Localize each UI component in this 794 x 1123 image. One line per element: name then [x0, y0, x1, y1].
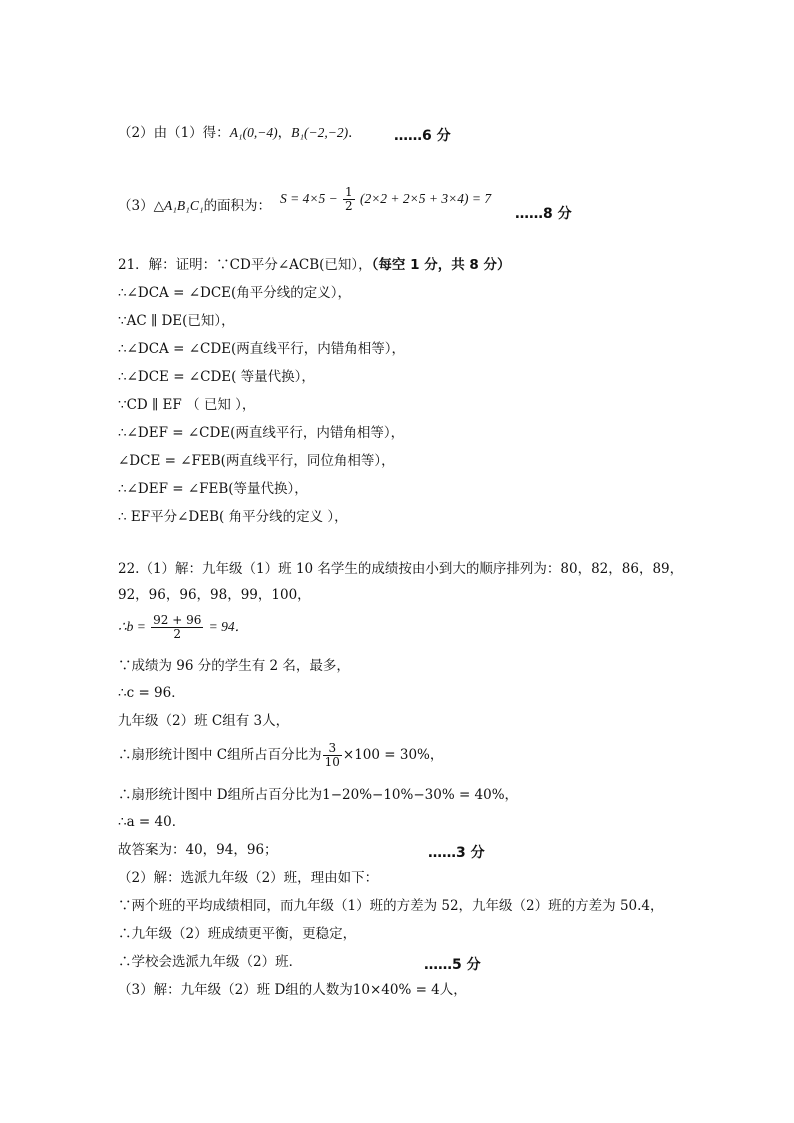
q22-line-4: ∵成绩为 96 分的学生有 2 名，最多， [118, 658, 350, 674]
q20-part3-prefix: （3） [118, 198, 154, 214]
score-6: ……6 分 [394, 128, 451, 144]
formula-part-b: (2×2 + 2×5 + 3×4) = 7 [359, 191, 492, 206]
q21-line-5: ∴∠DCE = ∠CDE( 等量代换）， [118, 369, 315, 385]
fraction-half: $\frac{1}{2}$ [345, 185, 353, 213]
q21-line-3: ∵AC ∥ DE(已知）， [118, 313, 235, 329]
point-a1: A₁(0,−4) [229, 125, 278, 140]
q20-part3-line [118, 193, 271, 219]
q22-line-5: ∴c = 96． [118, 685, 185, 701]
q22-line-1: 22.（1）解：九年级（1）班 10 名学生的成绩按由小到大的顺序排列为：80，82，86，89， [118, 561, 684, 577]
score-5: ……5 分 [424, 957, 481, 973]
q21-score-note: （每空 1 分，共 8 分） [371, 257, 511, 273]
q20-part2-prefix: （2）由（1）得： [118, 125, 230, 141]
q22-median-line: ∴b = $\frac{92 + 96}{2}$ = 94． [118, 613, 249, 641]
point-b1: B₁(−2,−2) [291, 125, 349, 140]
q22-line-11: （2）解：选派九年级（2）班，理由如下： [118, 870, 379, 886]
score-8: ……8 分 [515, 206, 572, 222]
formula-part-a: S = 4×5 − [280, 191, 338, 206]
q22-line-8: ∴扇形统计图中 D组所占百分比为1−20%−10%−30% = 40%， [118, 787, 519, 803]
q21-line-4: ∴∠DCA = ∠CDE(两直线平行，内错角相等）， [118, 341, 406, 357]
score-3: ……3 分 [428, 845, 485, 861]
q22-line-9: ∴a = 40． [118, 814, 186, 830]
q22-line-15: （3）解：九年级（2）班 D组的人数为10×40% = 4人， [118, 982, 467, 998]
q22-line-2: 92，96，96，98，99，100， [118, 587, 311, 603]
q21-line-9: ∴∠DEF = ∠FEB(等量代换）， [118, 481, 308, 497]
q21-line-2: ∴∠DCA = ∠DCE(角平分线的定义）， [118, 285, 352, 301]
q22-line-10: 故答案为：40，94，96； [118, 842, 278, 858]
area-formula [280, 186, 491, 213]
q21-line-6: ∵CD ∥ EF （ 已知 ）， [118, 397, 256, 413]
q22-line-13: ∴九年级（2）班成绩更平衡，更稳定， [118, 926, 357, 942]
q22-line-6: 九年级（2）班 C组有 3人， [118, 713, 290, 729]
fraction-3-10: $\frac{3}{10}$ [324, 741, 340, 769]
q21-line-8: ∠DCE = ∠FEB(两直线平行，同位角相等）， [118, 453, 395, 469]
q22-line-14: ∴学校会选派九年级（2）班． [118, 954, 303, 970]
period: ． [348, 125, 362, 141]
q22-line-12: ∵两个班的平均成绩相同，而九年级（1）班的方差为 52，九年级（2）班的方差为 50.4， [118, 898, 664, 914]
q21-line-1: 21．解：证明：∵CD平分∠ACB(已知），（每空 1 分，共 8 分） [118, 257, 511, 273]
triangle-a1b1c1: △A₁B₁C₁ [153, 198, 204, 213]
area-text: 的面积为： [203, 198, 272, 214]
separator: ， [277, 125, 292, 141]
q21-line-7: ∴∠DEF = ∠CDE(两直线平行，内错角相等）， [118, 425, 405, 441]
fraction-median: $\frac{92 + 96}{2}$ [153, 613, 202, 641]
q21-line-10: ∴ EF平分∠DEB( 角平分线的定义 ）， [118, 509, 348, 525]
q22-percent-c-line: ∴扇形统计图中 C组所占百分比为 $\frac{3}{10}$ ×100 = 30%， [118, 741, 444, 769]
q20-part2-line [118, 124, 362, 142]
